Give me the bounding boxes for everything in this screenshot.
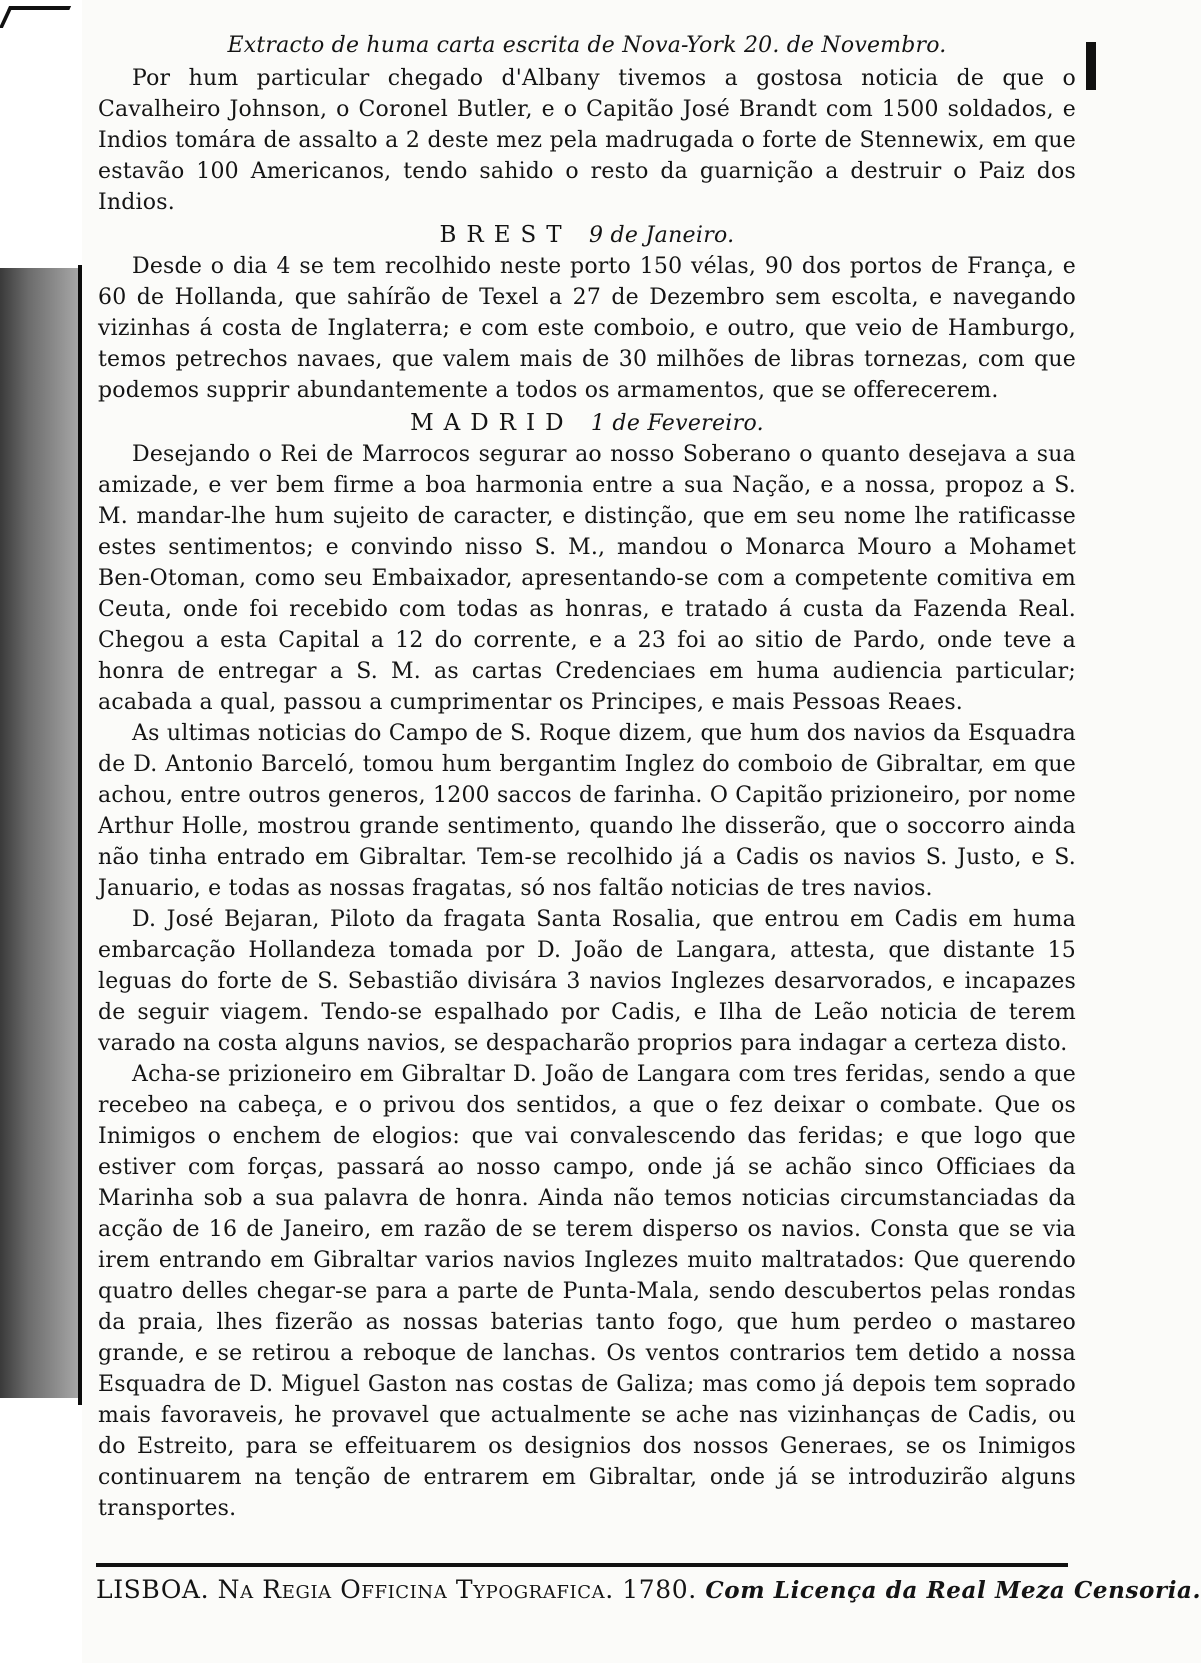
section-title-date: 9 de Janeiro. bbox=[588, 223, 735, 248]
section-title-date: 1 de Fevereiro. bbox=[590, 411, 764, 436]
section-brest bbox=[98, 220, 1076, 406]
license-text: Com Licença da Real Meza Censoria. bbox=[705, 1577, 1201, 1604]
scan-shadow bbox=[0, 268, 80, 1398]
section-title-place: BREST bbox=[439, 222, 572, 248]
paragraph: Desde o dia 4 se tem recolhido neste porto 150 vélas, 90 dos portos de França, e 60 de Hollanda, que sahírão de Texel a 27 de Dezembro sem escolta, e navegando vizinhas á costa de Inglaterra; e com este comboio, e outro, que veio de Hamburgo, temos petrechos navaes, que valem mais de 30 milhões de libras tornezas, com que podemos supprir abundantemente a todos os armamentos, que se offerecerem. bbox=[98, 254, 1076, 403]
scan-left-margin bbox=[0, 0, 82, 1663]
paragraph: D. José Bejaran, Piloto da fragata Santa Rosalia, que entrou em Cadis em huma embarcação Hollandeza tomada por D. João de Langara, attesta, que distante 15 leguas do forte de S. Sebastião divisára 3 navios Inglezes desarvorados, e incapazes de seguir viagem. Tendo-se espalhado por Cadis, e Ilha de Leão noticia de terem varado na costa alguns navios, se despacharão proprios para indagar a certeza disto. bbox=[98, 907, 1076, 1056]
section-title-place: MADRID bbox=[410, 410, 574, 436]
section-madrid bbox=[98, 408, 1076, 1524]
document-body bbox=[98, 30, 1076, 1524]
footer-imprint bbox=[96, 1572, 1201, 1609]
scan-edge-rule bbox=[78, 265, 82, 1405]
scan-corner-mark bbox=[0, 6, 71, 28]
imprint-text: LISBOA. Na Regia Officina Typografica. 1780. bbox=[96, 1575, 697, 1604]
paragraph: As ultimas noticias do Campo de S. Roque dizem, que hum dos navios da Esquadra de D. Antonio Barceló, tomou hum bergantim Inglez do comboio de Gibraltar, em que achou, entre outros generos, 1200 saccos de farinha. O Capitão prizioneiro, por nome Arthur Holle, mostrou grande sentimento, quando lhe disserão, que o soccorro ainda não tinha entrado em Gibraltar. Tem-se recolhido já a Cadis os navios S. Justo, e S. Januario, e todas as nossas fragatas, só nos faltão noticias de tres navios. bbox=[98, 721, 1076, 901]
section-nova-york bbox=[98, 63, 1076, 218]
footer-rule bbox=[96, 1563, 1068, 1567]
section-title bbox=[98, 220, 1076, 251]
paragraph: Acha-se prizioneiro em Gibraltar D. João de Langara com tres feridas, sendo a que recebeo na cabeça, e o privou dos sentidos, a que o fez deixar o combate. Que os Inimigos o enchem de elogios: que vai convalescendo das feridas; e que logo que estiver com forças, passará ao nosso campo, onde já se achão sinco Officiaes da Marinha sob a sua palavra de honra. Ainda não temos noticias circumstanciadas da acção de 16 de Janeiro, em razão de se terem disperso os navios. Consta que se via irem entrando em Gibraltar varios navios Inglezes muito maltratados: Que querendo quatro delles chegar-se para a parte de Punta-Mala, sendo descubertos pelas rondas da praia, lhes fizerão as nossas baterias tanto fogo, que hum perdeo o mastareo grande, e se retirou a reboque de lanchas. Os ventos contrarios tem detido a nossa Esquadra de D. Miguel Gaston nas costas de Galiza; mas como já depois tem soprado mais favoraveis, he provavel que actualmente se ache nas vizinhanças de Cadis, ou do Estreito, para se effeituarem os designios dos nossos Generaes, se os Inimigos continuarem na tenção de entrarem em Gibraltar, onde já se introduzirão alguns transportes. bbox=[98, 1062, 1076, 1521]
paragraph: Desejando o Rei de Marrocos segurar ao nosso Soberano o quanto desejava a sua amizade, e ver bem firme a boa harmonia entre a sua Nação, e a nossa, propoz a S. M. mandar-lhe hum sujeito de caracter, e distinção, que em seu nome lhe ratificasse estes sentimentos; e convindo nisso S. M., mandou o Monarca Mouro a Mohamet Ben-Otoman, como seu Embaixador, apresentando-se com a competente comitiva em Ceuta, onde foi recebido com todas as honras, e tratado á custa da Fazenda Real. Chegou a esta Capital a 12 do corrente, e a 23 foi ao sitio de Pardo, onde teve a honra de entregar a S. M. as cartas Credenciaes em huma audiencia particular; acabada a qual, passou a cumprimentar os Principes, e mais Pessoas Reaes. bbox=[98, 442, 1076, 715]
section-title bbox=[98, 408, 1076, 439]
document-headline: Extracto de huma carta escrita de Nova-York 20. de Novembro. bbox=[227, 33, 947, 58]
paragraph: Por hum particular chegado d'Albany tivemos a gostosa noticia de que o Cavalheiro Johnson, o Coronel Butler, e o Capitão José Brandt com 1500 soldados, e Indios tomára de assalto a 2 deste mez pela madrugada o forte de Stennewix, em que estavão 100 Americanos, tendo sahido o resto da guarnição a destruir o Paiz dos Indios. bbox=[98, 66, 1076, 215]
scan-right-mark bbox=[1086, 42, 1096, 90]
